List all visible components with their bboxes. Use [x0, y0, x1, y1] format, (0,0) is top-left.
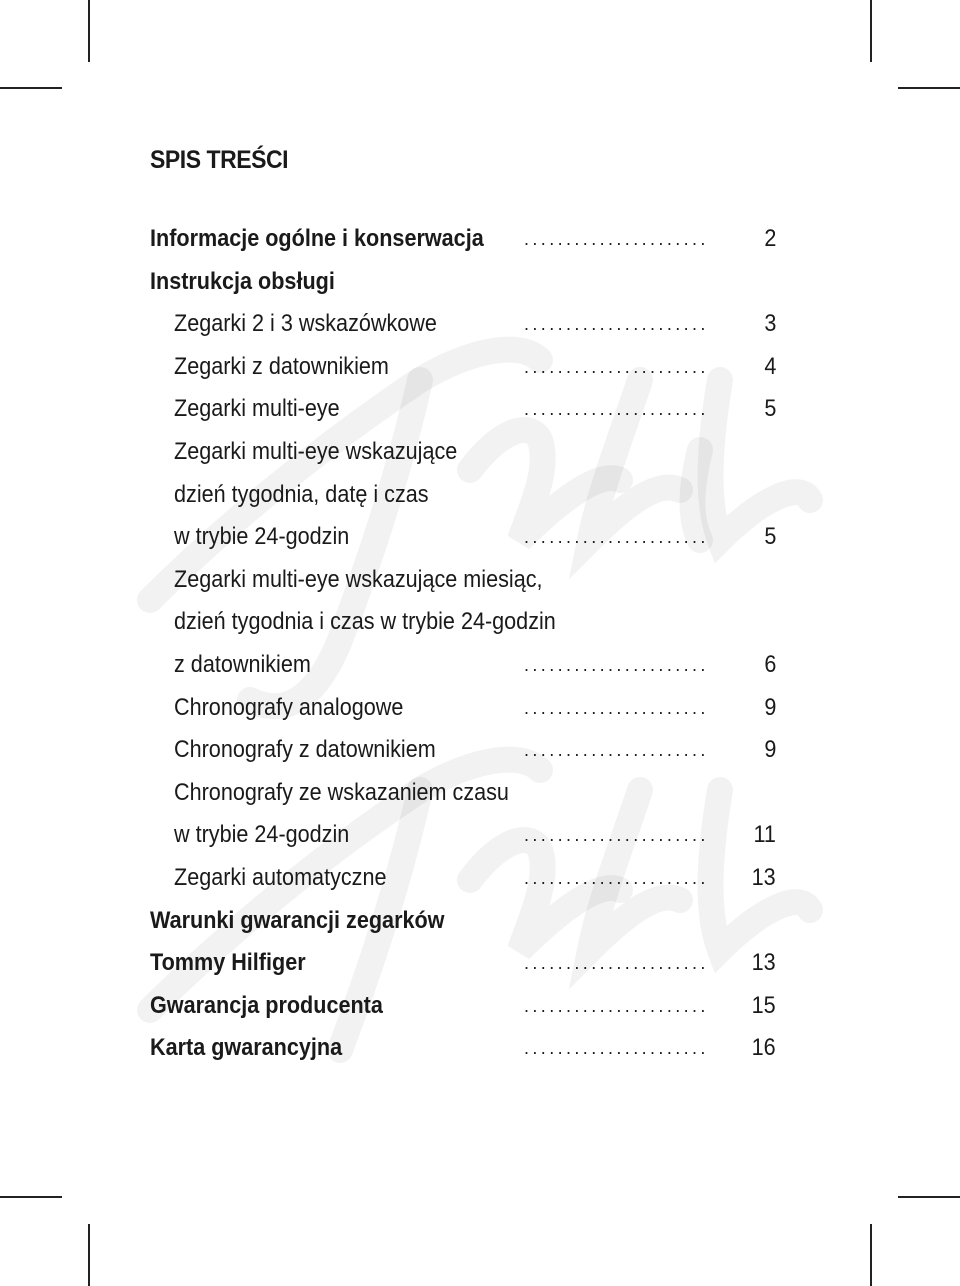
toc-entry — [0, 644, 960, 687]
toc-entry-page-number: 16 — [751, 1034, 776, 1062]
toc-entry-page-number: 9 — [763, 693, 776, 721]
toc-entry-page-number: 5 — [763, 395, 776, 423]
toc-entry-leader: ...................... — [524, 953, 709, 974]
toc-entry — [0, 772, 960, 815]
crop-mark-bottom-left-vertical — [88, 1224, 90, 1286]
toc-entry-leader: ...................... — [524, 356, 709, 377]
toc-entry-label: Tommy Hilfiger — [150, 949, 306, 977]
toc-entry — [0, 857, 960, 900]
crop-mark-bottom-left-horizontal — [0, 1196, 62, 1198]
toc-entry-label: Chronografy ze wskazaniem czasu — [174, 778, 509, 806]
toc-entry-label: Zegarki multi-eye — [174, 395, 340, 423]
toc-entry-label: Zegarki multi-eye wskazujące miesiąc, — [174, 565, 543, 593]
toc-entry-page-number: 2 — [763, 225, 776, 252]
toc-entry-leader: ...................... — [524, 314, 709, 335]
toc-entry — [0, 516, 960, 559]
toc-entry-page-number: 6 — [763, 650, 776, 678]
toc-entry-label: dzień tygodnia, datę i czas — [174, 480, 429, 508]
toc-entry-leader: ...................... — [524, 399, 709, 420]
toc-entry-leader: ...................... — [524, 1038, 709, 1059]
toc-entry-page-number: 5 — [763, 523, 776, 551]
toc-entry-label: Zegarki multi-eye wskazujące — [174, 437, 458, 465]
toc-entry — [0, 218, 960, 261]
toc-entry — [0, 388, 960, 431]
toc-entry — [0, 985, 960, 1028]
table-of-contents — [0, 218, 960, 1070]
toc-entry-label: Informacje ogólne i konserwacja — [150, 225, 484, 252]
toc-entry-label: w trybie 24-godzin — [174, 523, 350, 551]
crop-mark-bottom-right-horizontal — [898, 1196, 960, 1198]
toc-entry — [0, 559, 960, 602]
crop-mark-top-left-vertical — [88, 0, 90, 62]
toc-entry-page-number: 3 — [763, 310, 776, 338]
toc-entry — [0, 942, 960, 985]
crop-mark-top-left-horizontal — [0, 87, 62, 89]
toc-entry-leader: ...................... — [524, 654, 709, 675]
toc-entry-page-number: 13 — [751, 863, 776, 891]
toc-entry-leader: ...................... — [524, 995, 709, 1016]
toc-entry-page-number: 13 — [751, 949, 776, 977]
toc-entry-page-number: 9 — [763, 736, 776, 764]
toc-entry — [0, 900, 960, 943]
toc-entry — [0, 303, 960, 346]
toc-entry-label: w trybie 24-godzin — [174, 821, 350, 849]
toc-entry-label: dzień tygodnia i czas w trybie 24-godzin — [174, 608, 556, 636]
toc-entry-label: Chronografy z datownikiem — [174, 736, 436, 764]
toc-entry-label: Gwarancja producenta — [150, 991, 383, 1019]
toc-entry-leader: ...................... — [524, 229, 709, 249]
toc-entry-label: Karta gwarancyjna — [150, 1034, 343, 1062]
toc-entry — [0, 601, 960, 644]
toc-entry-label: z datownikiem — [174, 650, 311, 678]
toc-entry-leader: ...................... — [524, 825, 709, 846]
toc-entry — [0, 431, 960, 474]
toc-entry-page-number: 15 — [751, 991, 776, 1019]
toc-entry-label: Instrukcja obsługi — [150, 267, 335, 295]
toc-entry — [0, 687, 960, 730]
toc-entry-leader: ...................... — [524, 867, 709, 888]
toc-entry-label: Zegarki automatyczne — [174, 863, 387, 891]
toc-entry-page-number: 4 — [763, 352, 776, 380]
toc-entry-label: Chronografy analogowe — [174, 693, 404, 721]
toc-entry-label: Zegarki 2 i 3 wskazówkowe — [174, 310, 437, 338]
toc-entry-page-number: 11 — [753, 821, 776, 849]
toc-entry-leader: ...................... — [524, 697, 709, 718]
toc-entry-leader: ...................... — [524, 740, 709, 761]
page-title: SPIS TREŚCI — [150, 146, 289, 174]
toc-entry — [0, 729, 960, 772]
toc-entry — [0, 261, 960, 304]
toc-entry-label: Warunki gwarancji zegarków — [150, 906, 445, 934]
toc-entry — [0, 814, 960, 857]
toc-entry — [0, 1027, 960, 1070]
toc-entry — [0, 346, 960, 389]
toc-entry-leader: ...................... — [524, 527, 709, 548]
crop-mark-top-right-vertical — [870, 0, 872, 62]
crop-mark-bottom-right-vertical — [870, 1224, 872, 1286]
toc-entry-label: Zegarki z datownikiem — [174, 352, 389, 380]
toc-entry — [0, 474, 960, 517]
crop-mark-top-right-horizontal — [898, 87, 960, 89]
